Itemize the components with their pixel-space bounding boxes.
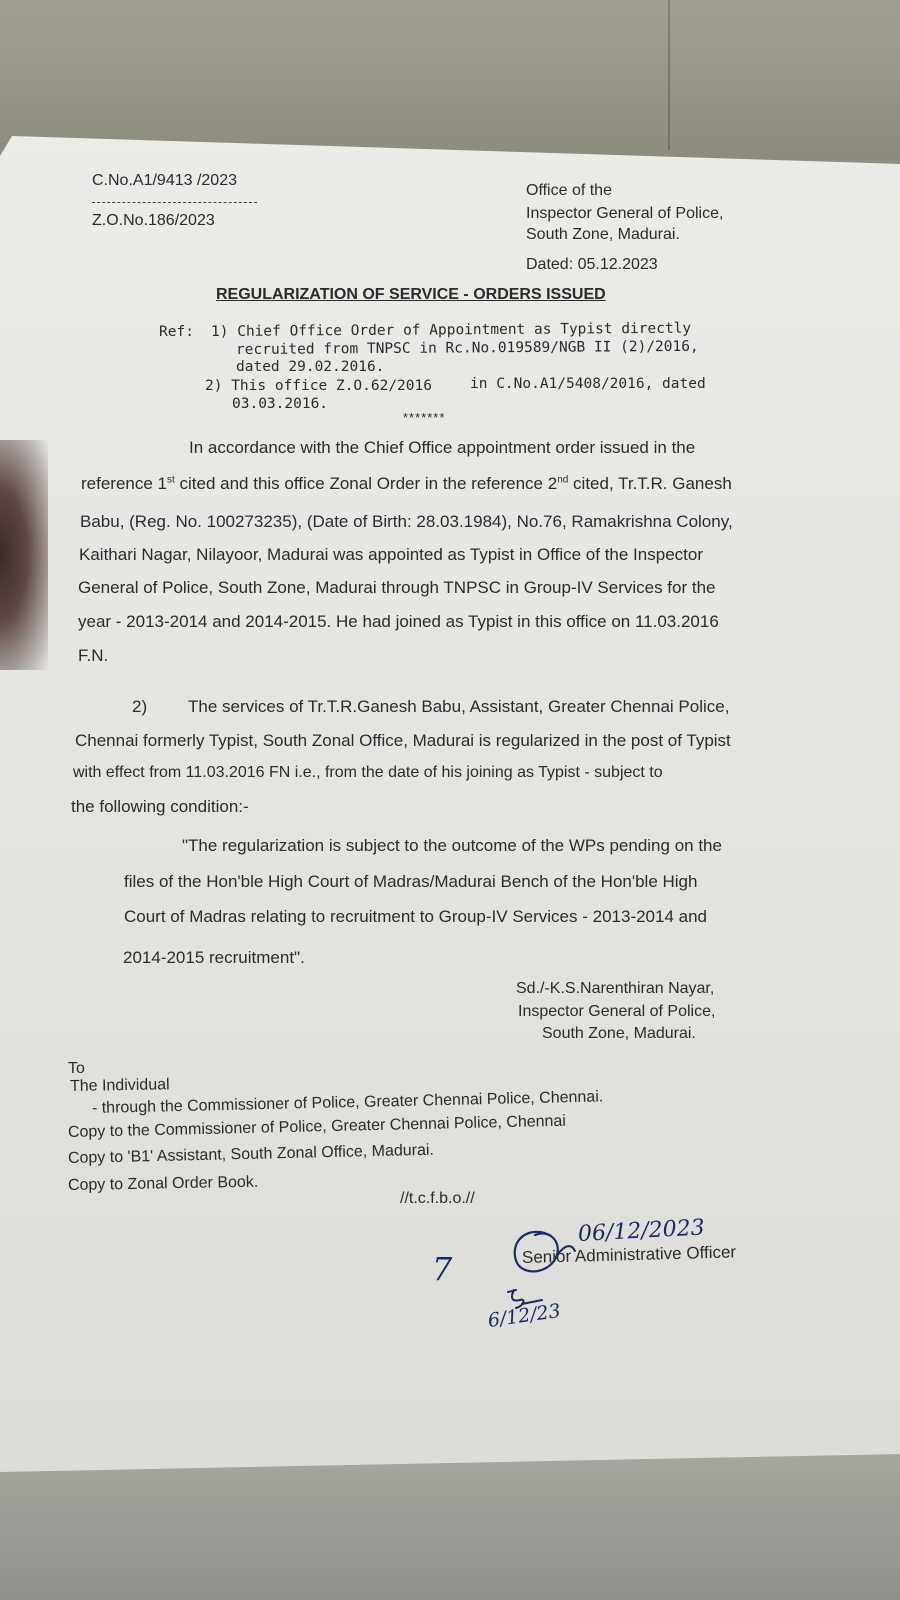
copy-to-commissioner: Copy to the Commissioner of Police, Greater Chennai Police, Chennai [67, 1112, 567, 1141]
handwritten-date-1: 06/12/2023 [577, 1215, 706, 1247]
handwritten-date-2: 6/12/23 [486, 1299, 563, 1332]
recipient-through: - through the Commissioner of Police, Greater Chennai Police, Chennai. [91, 1088, 604, 1117]
para1-line-4: Kaithari Nagar, Nilayoor, Madurai was appointed as Typist in Office of the Inspector [79, 545, 703, 564]
para1-line-6: year - 2013-2014 and 2014-2015. He had joined as Typist in this office on 11.03.2016 [78, 612, 719, 631]
finger-shadow [0, 440, 48, 670]
signatory-name: Sd./-K.S.Narenthiran Nayar, [516, 980, 715, 997]
condition-line-1: "The regularization is subject to the outcome of the WPs pending on the [182, 836, 722, 855]
condition-line-2: files of the Hon'ble High Court of Madras/Madurai Bench of the Hon'ble High [124, 872, 698, 891]
ref-2-line-1b: in C.No.A1/5408/2016, dated [470, 376, 706, 392]
para1-line-5: General of Police, South Zone, Madurai through TNPSC in Group-IV Services for the [78, 578, 716, 597]
ref-1-line-3: dated 29.02.2016. [236, 359, 385, 375]
para2-number: 2) [132, 697, 148, 716]
para2-line-4: the following condition:- [71, 797, 249, 816]
subject-heading: REGULARIZATION OF SERVICE - ORDERS ISSUED [216, 286, 606, 303]
para2-line-1: The services of Tr.T.R.Ganesh Babu, Assistant, Greater Chennai Police, [188, 697, 730, 716]
ref-1-line-1: 1) Chief Office Order of Appointment as Typist directly [210, 320, 692, 340]
para2-line-3: with effect from 11.03.2016 FN i.e., from the date of his joining as Typist - subject to [73, 764, 663, 781]
handwritten-mark: 7 [432, 1250, 453, 1288]
ref-1-line-2: recruited from TNPSC in Rc.No.019589/NGB II (2)/2016, [235, 338, 699, 358]
para1-line-3: Babu, (Reg. No. 100273235), (Date of Birth: 28.03.1984), No.76, Ramakrishna Colony, [80, 512, 733, 531]
ref-label: Ref: [159, 324, 194, 340]
para2-line-2: Chennai formerly Typist, South Zonal Office, Madurai is regularized in the post of Typist [75, 731, 731, 750]
sender-title: Senior Administrative Officer [521, 1242, 737, 1267]
copy-to-zonal-order-book: Copy to Zonal Order Book. [67, 1173, 259, 1194]
condition-line-3: Court of Madras relating to recruitment to Group-IV Services - 2013-2014 and [124, 907, 708, 926]
z-o-no: Z.O.No.186/2023 [92, 212, 215, 229]
header-divider [92, 202, 257, 203]
office-line-2: Inspector General of Police, [526, 205, 724, 222]
para1-line-2: reference 1st cited and this office Zonal Order in the reference 2nd cited, Tr.T.R. Ganesh [81, 474, 732, 493]
ref-separator: ******* [403, 410, 446, 425]
signatory-office: South Zone, Madurai. [542, 1025, 696, 1042]
para1-line-1: In accordance with the Chief Office appointment order issued in the [189, 438, 696, 457]
dated: Dated: 05.12.2023 [526, 256, 658, 273]
background-fold-line [668, 0, 670, 150]
para1-line-7: F.N. [78, 646, 109, 665]
copy-to-b1-assistant: Copy to 'B1' Assistant, South Zonal Office, Madurai. [67, 1141, 435, 1167]
ref-2-line-1a: 2) This office Z.O.62/2016 [205, 378, 432, 394]
to-label: To [68, 1060, 85, 1077]
signatory-title: Inspector General of Police, [518, 1003, 716, 1020]
tcfbo-mark: //t.c.f.b.o.// [400, 1190, 475, 1207]
office-line-1: Office of the [526, 182, 612, 199]
ref-2-line-2: 03.03.2016. [232, 396, 329, 412]
background-surface-bottom [0, 1450, 900, 1600]
c-no: C.No.A1/9413 /2023 [92, 172, 237, 189]
recipient-individual: The Individual [69, 1076, 170, 1095]
background-surface-top [0, 0, 900, 160]
office-line-3: South Zone, Madurai. [526, 226, 680, 243]
condition-line-4: 2014-2015 recruitment". [123, 948, 305, 967]
